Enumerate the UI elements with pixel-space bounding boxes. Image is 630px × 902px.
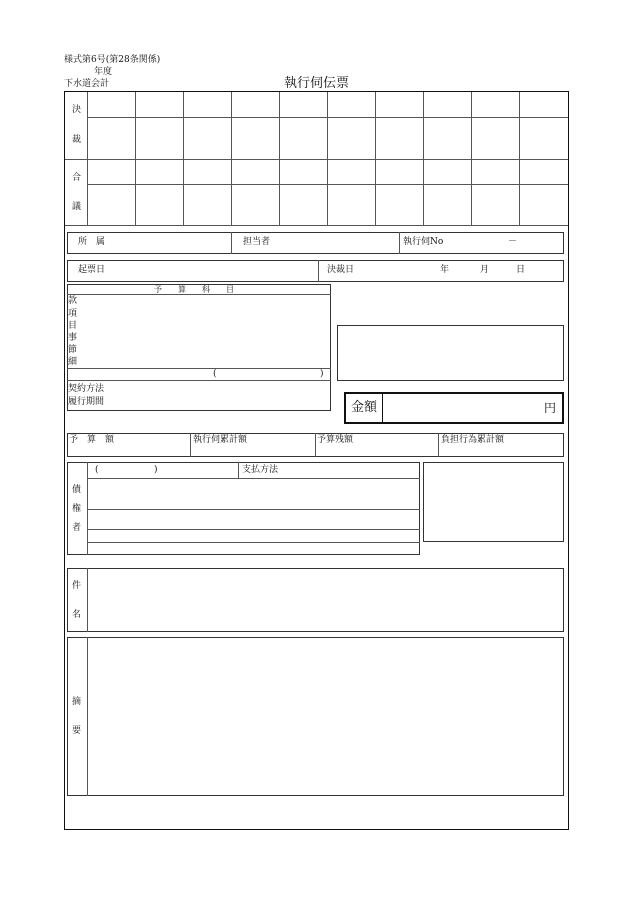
page-title: 執行伺伝票 <box>284 76 350 91</box>
creditor-paren-close: ) <box>154 465 158 475</box>
remarks-box <box>67 637 564 796</box>
exec-no-dash: － <box>508 237 518 247</box>
kessai-char-1: 決 <box>72 105 82 115</box>
payment-method-label: 支払方法 <box>242 465 279 475</box>
exec-no-label: 執行伺No <box>403 237 444 247</box>
decision-date-label: 決裁日 <box>327 265 355 275</box>
note-box <box>337 325 564 381</box>
draft-date-label: 起票日 <box>78 265 106 275</box>
amount-label: 金額 <box>351 400 378 415</box>
remaining-label: 予算残額 <box>317 435 354 445</box>
budget-ji: 事 <box>68 333 78 343</box>
year-label: 年 <box>440 265 450 275</box>
remarks-char-2: 要 <box>72 726 82 736</box>
obligation-label: 負担行為累計額 <box>441 435 505 445</box>
amount-unit: 円 <box>544 401 557 415</box>
account-label: 下水道会計 <box>64 79 110 89</box>
subject-char-1: 件 <box>72 581 82 591</box>
creditor-side-box <box>423 462 564 542</box>
budget-amount-label: 予 算 額 <box>69 435 115 445</box>
budget-moku: 目 <box>68 321 78 331</box>
cumulative-label: 執行伺累計額 <box>193 435 248 445</box>
remarks-char-1: 摘 <box>72 697 82 707</box>
day-label: 日 <box>516 265 526 275</box>
budget-paren-close: ) <box>320 369 324 379</box>
subject-box <box>67 568 564 632</box>
date-row <box>67 260 564 282</box>
kessai-char-2: 裁 <box>72 135 82 145</box>
budget-paren-open: ( <box>213 369 217 379</box>
budget-kou: 項 <box>68 309 78 319</box>
creditor-paren-open: ( <box>95 465 99 475</box>
creditor-char-2: 権 <box>72 504 82 514</box>
aigi-char-2: 議 <box>72 202 82 212</box>
budget-setsu: 節 <box>68 345 78 355</box>
creditor-char-3: 者 <box>72 523 82 533</box>
subject-char-2: 名 <box>72 610 82 620</box>
form-number: 様式第6号(第28条関係) <box>64 55 161 65</box>
budget-kan: 款 <box>68 296 78 306</box>
person-label: 担当者 <box>243 237 271 247</box>
budget-items-header: 予 算 科 目 <box>154 285 234 294</box>
contract-method-label: 契約方法 <box>68 384 105 394</box>
budget-items-box <box>67 284 331 411</box>
department-label: 所 属 <box>78 237 106 247</box>
budget-sai: 細 <box>68 357 78 367</box>
creditor-char-1: 債 <box>72 485 82 495</box>
info-row <box>67 232 564 254</box>
month-label: 月 <box>480 265 490 275</box>
aigi-char-1: 合 <box>72 173 82 183</box>
performance-period-label: 履行期間 <box>68 397 105 407</box>
fiscal-year-label: 年度 <box>94 67 113 77</box>
